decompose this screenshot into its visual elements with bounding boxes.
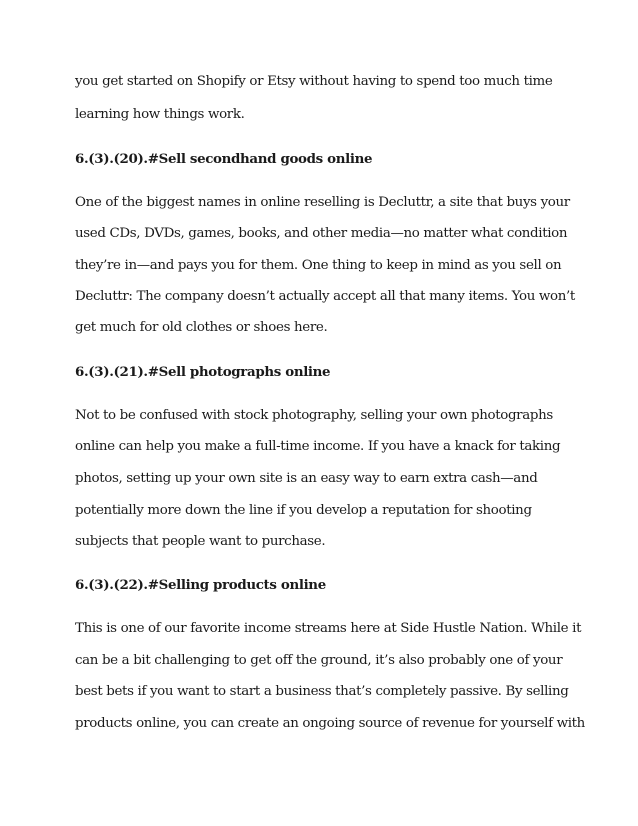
section-20-line-3: they’re in—and pays you for them. One thing to keep in mind as you sell on — [75, 258, 562, 273]
section-20-line-1: One of the biggest names in online reselling is Decluttr, a site that buys your — [75, 195, 570, 210]
section-20-line-2: used CDs, DVDs, games, books, and other media—no matter what condition — [75, 226, 568, 241]
section-21-line-2: online can help you make a full-time income. If you have a knack for taking — [75, 439, 561, 454]
section-22-line-4: products online, you can create an ongoing source of revenue for yourself with — [75, 716, 585, 731]
section-22-line-3: best bets if you want to start a business that’s completely passive. By selling — [75, 684, 569, 699]
section-20-heading: 6.(3).(20).#Sell secondhand goods online — [75, 151, 373, 167]
section-21-heading: 6.(3).(21).#Sell photographs online — [75, 364, 331, 380]
section-21-line-1: Not to be confused with stock photography, selling your own photographs — [75, 408, 553, 423]
intro-line-1: you get started on Shopify or Etsy without having to spend too much time — [75, 74, 553, 89]
section-20-line-4: Decluttr: The company doesn’t actually accept all that many items. You won’t — [75, 289, 575, 304]
intro-line-2: learning how things work. — [75, 107, 245, 122]
section-20-line-5: get much for old clothes or shoes here. — [75, 320, 328, 335]
section-22-line-2: can be a bit challenging to get off the ground, it’s also probably one of your — [75, 653, 563, 668]
section-22-heading: 6.(3).(22).#Selling products online — [75, 577, 326, 593]
section-21-line-3: photos, setting up your own site is an easy way to earn extra cash—and — [75, 471, 538, 486]
section-22-line-1: This is one of our favorite income streams here at Side Hustle Nation. While it — [75, 621, 582, 636]
section-21-line-4: potentially more down the line if you develop a reputation for shooting — [75, 503, 532, 518]
section-21-line-5: subjects that people want to purchase. — [75, 534, 326, 549]
